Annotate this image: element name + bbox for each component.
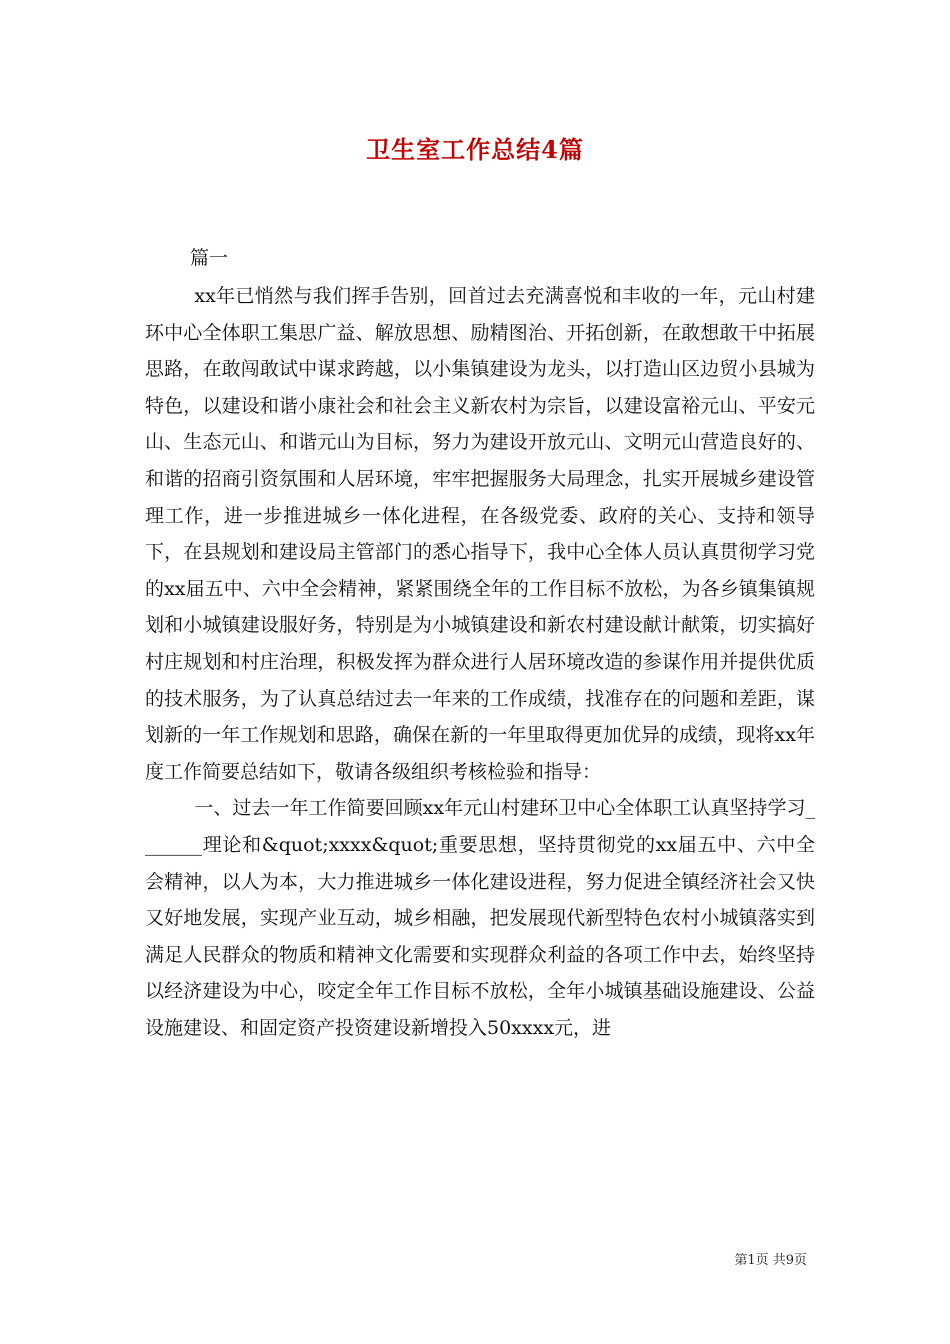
document-title: 卫生室工作总结4篇: [366, 135, 584, 164]
document-body: [145, 278, 815, 1046]
section-label: 篇一: [190, 247, 229, 269]
paragraph-1: xx年已悄然与我们挥手告别，回首过去充满喜悦和丰收的一年，元山村建环中心全体职工集思广益、解放思想、励精图治、开拓创新，在敢想敢干中拓展思路，在敢闯敢试中谋求跨越，以小集镇建设为龙头，以打造山区边贸小县城为特色，以建设和谐小康社会和社会主义新农村为宗旨，以建设富裕元山、平安元山、生态元山、和谐元山为目标，努力为建设开放元山、文明元山营造良好的、和谐的招商引资氛围和人居环境，牢牢把握服务大局理念，扎实开展城乡建设管理工作，进一步推进城乡一体化进程，在各级党委、政府的关心、支持和领导下，在县规划和建设局主管部门的悉心指导下，我中心全体人员认真贯彻学习党的xx届五中、六中全会精神，紧紧围绕全年的工作目标不放松，为各乡镇集镇规划和小城镇建设服好务，特别是为小城镇建设和新农村建设献计献策，切实搞好村庄规划和村庄治理，积极发挥为群众进行人居环境改造的参谋作用并提供优质的技术服务，为了认真总结过去一年来的工作成绩，找准存在的问题和差距，谋划新的一年工作规划和思路，确保在新的一年里取得更加优异的成绩，现将xx年度工作简要总结如下，敬请各级组织考核检验和指导：: [145, 285, 815, 783]
paragraph-2: 一、过去一年工作简要回顾xx年元山村建环卫中心全体职工认真坚持学习_______理论和&quot;xxxx&quot;重要思想，坚持贯彻党的xx届五中、六中全会精神，以人为本，大力推进城乡一体化建设进程，努力促进全镇经济社会又快又好地发展，实现产业互动，城乡相融，把发展现代新型特色农村小城镇落实到满足人民群众的物质和精神文化需要和实现群众利益的各项工作中去，始终坚持以经济建设为中心，咬定全年工作目标不放松，全年小城镇基础设施建设、公益设施建设、和固定资产投资建设新增投入50xxxx元，进: [145, 797, 815, 1039]
page-number-footer: 第1页 共9页: [734, 1253, 807, 1268]
